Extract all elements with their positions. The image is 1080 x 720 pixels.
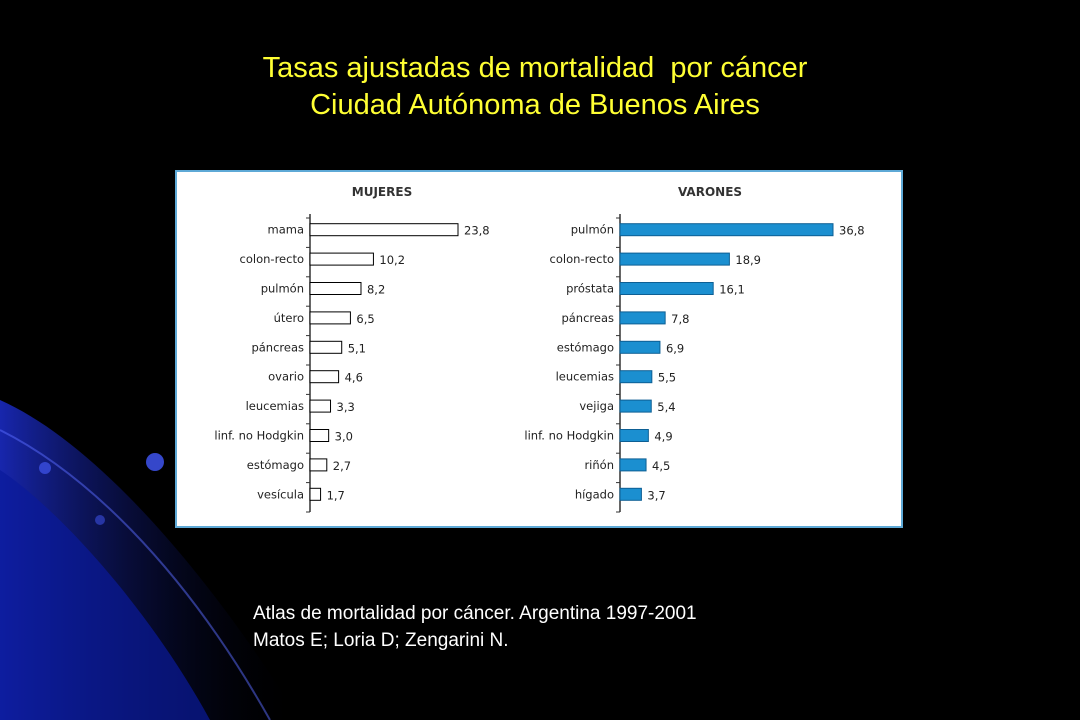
data-label: 3,0	[334, 429, 353, 444]
bar	[620, 400, 651, 412]
bar	[310, 253, 373, 265]
data-label: 2,7	[332, 458, 352, 473]
bar	[310, 371, 339, 383]
bar	[620, 312, 665, 324]
data-label: 5,5	[657, 370, 677, 385]
bar	[620, 224, 833, 236]
category-label: hígado	[574, 487, 614, 502]
bar	[620, 371, 652, 383]
data-label: 7,8	[671, 311, 690, 326]
bar	[310, 430, 329, 442]
chart-panel	[175, 170, 903, 528]
data-label: 6,5	[356, 311, 375, 326]
data-label: 3,3	[336, 400, 355, 415]
data-label: 4,6	[344, 370, 363, 385]
category-label: pulmón	[570, 222, 614, 237]
data-label: 4,5	[652, 458, 671, 473]
source-citation	[253, 600, 697, 654]
data-label: 5,4	[657, 400, 676, 415]
source-line-2: Matos E; Loria D; Zengarini N.	[253, 630, 509, 651]
category-label: estómago	[556, 340, 614, 355]
data-label: 8,2	[366, 282, 386, 297]
bar	[620, 283, 713, 295]
bar	[620, 253, 729, 265]
category-label: colon-recto	[239, 252, 304, 267]
chart-title-varones: VARONES	[677, 185, 743, 199]
bar	[310, 459, 327, 471]
bar	[310, 224, 458, 236]
category-label: páncreas	[251, 340, 304, 355]
data-label: 10,2	[379, 253, 406, 268]
data-label: 4,9	[654, 429, 673, 444]
bar	[310, 283, 361, 295]
data-label: 3,7	[647, 488, 666, 503]
data-label: 18,9	[735, 253, 762, 268]
category-label: estómago	[246, 457, 304, 472]
bar	[620, 459, 646, 471]
slide-title	[0, 50, 1070, 124]
category-label: colon-recto	[549, 252, 614, 267]
category-label: próstata	[566, 281, 614, 296]
title-line-1: Tasas ajustadas de mortalidad por cáncer	[262, 52, 808, 84]
category-label: mama	[267, 222, 304, 237]
chart-title-mujeres: MUJERES	[351, 185, 413, 199]
category-label: vejiga	[579, 399, 614, 414]
bar	[310, 400, 331, 412]
bar	[620, 488, 641, 500]
data-label: 5,1	[347, 341, 367, 356]
source-line-1: Atlas de mortalidad por cáncer. Argentina 1997-2001	[253, 603, 697, 624]
category-label: leucemias	[245, 399, 304, 414]
category-label: útero	[273, 310, 304, 325]
bar	[310, 341, 342, 353]
bar	[620, 341, 660, 353]
title-line-2: Ciudad Autónoma de Buenos Aires	[310, 89, 760, 121]
category-label: leucemias	[555, 369, 614, 384]
data-label: 6,9	[665, 341, 685, 356]
category-label: pulmón	[260, 281, 304, 296]
category-label: linf. no Hodgkin	[214, 428, 304, 443]
bar	[310, 488, 321, 500]
category-label: linf. no Hodgkin	[524, 428, 614, 443]
data-label: 36,8	[839, 223, 865, 238]
data-label: 23,8	[464, 223, 490, 238]
bar-charts	[177, 172, 901, 526]
bar	[310, 312, 350, 324]
category-label: páncreas	[561, 310, 614, 325]
category-label: riñón	[584, 457, 614, 472]
data-label: 16,1	[719, 282, 745, 297]
category-label: ovario	[268, 369, 304, 384]
bar	[620, 430, 648, 442]
category-label: vesícula	[257, 487, 304, 502]
data-label: 1,7	[326, 488, 345, 503]
